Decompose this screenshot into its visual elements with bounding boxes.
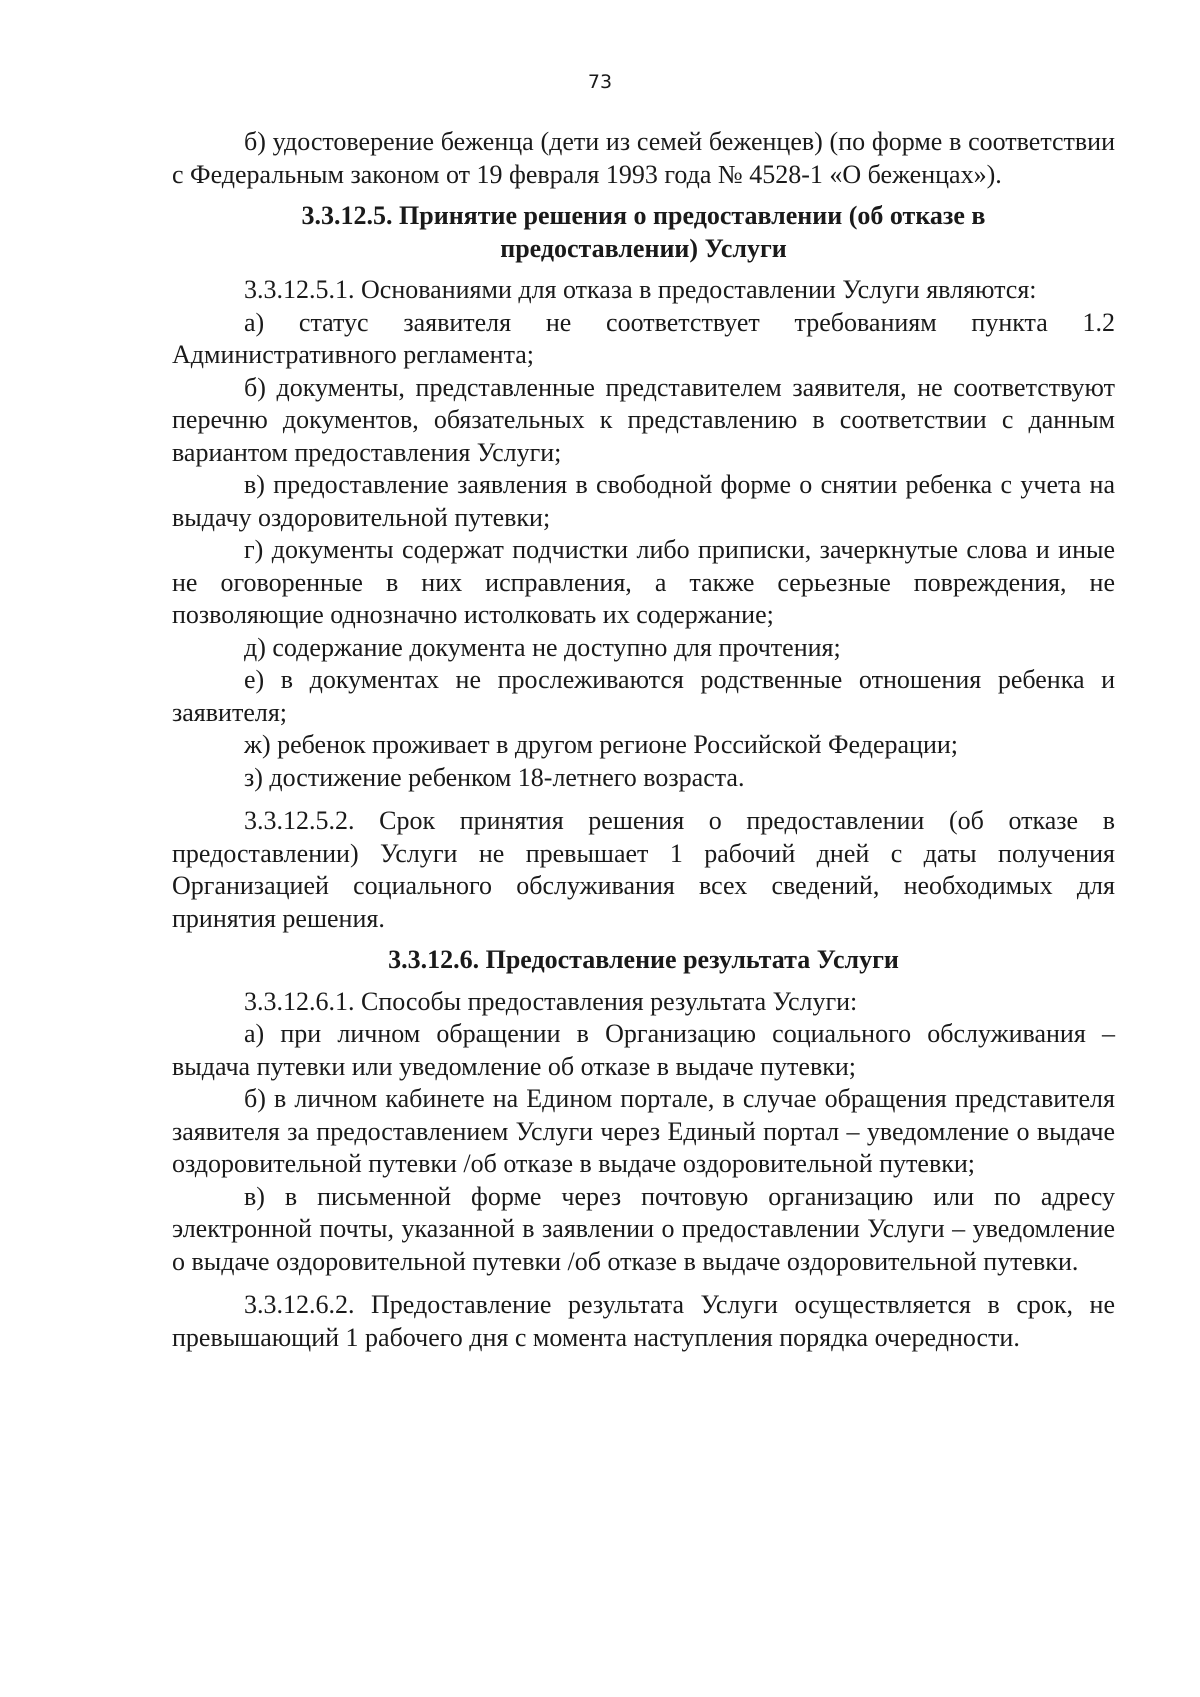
paragraph-3-3-12-5-1: 3.3.12.5.1. Основаниями для отказа в предоставлении Услуги являются: xyxy=(244,275,1037,304)
list-item-a: а) статус заявителя не соответствует требованиям пункта 1.2 Административного регламента; xyxy=(172,307,1115,369)
method-item-a: а) при личном обращении в Организацию социального обслуживания – выдача путевки или уведомление об отказе в выдаче путевки; xyxy=(172,1019,1115,1081)
page-number: 73 xyxy=(587,71,613,93)
section-heading-3-3-12-6: 3.3.12.6. Предоставление результата Услуги xyxy=(388,945,899,974)
list-item-z: з) достижение ребенком 18-летнего возраста. xyxy=(244,762,745,792)
paragraph-3-3-12-6-1: 3.3.12.6.1. Способы предоставления результата Услуги: xyxy=(244,986,858,1016)
method-item-v: в) в письменной форме через почтовую организацию или по адресу электронной почты, указанной в заявлении о предоставлении Услуги – уведомление о выдаче оздоровительной путевки /об отказе в выдаче оздоровительной путевки. xyxy=(172,1181,1115,1276)
list-item-zh: ж) ребенок проживает в другом регионе Российской Федерации; xyxy=(244,730,959,759)
method-item-b: б) в личном кабинете на Едином портале, в случае обращения представителя заявителя за предоставлением Услуги через Единый портал – уведомление о выдаче оздоровительной путевки /об отказе в выдаче оздоровительной путевки; xyxy=(172,1084,1115,1178)
list-item-b: б) документы, представленные представителем заявителя, не соответствуют перечню документов, обязательных к представлению в соответствии с данным вариантом предоставления Услуги; xyxy=(172,372,1115,467)
list-item-d: д) содержание документа не доступно для прочтения; xyxy=(244,632,841,662)
paragraph-refugee-certificate: б) удостоверение беженца (дети из семей беженцев) (по форме в соответствии с Федеральным законом от 19 февраля 1993 года № 4528-1 «О беженцах»). xyxy=(172,127,1115,189)
paragraph-3-3-12-6-2: 3.3.12.6.2. Предоставление результата Услуги осуществляется в срок, не превышающий 1 рабочего дня с момента наступления порядка очередности. xyxy=(172,1290,1115,1352)
document-body xyxy=(172,126,1115,1354)
section-heading-3-3-12-5: 3.3.12.5. Принятие решения о предоставлении (об отказе в предоставлении) Услуги xyxy=(301,201,986,263)
list-item-v: в) предоставление заявления в свободной форме о снятии ребенка с учета на выдачу оздоровительной путевки; xyxy=(172,470,1115,532)
list-item-g: г) документы содержат подчистки либо приписки, зачеркнутые слова и иные не оговоренные в них исправления, а также серьезные повреждения, не позволяющие однозначно истолковать их содержание; xyxy=(172,535,1115,629)
list-item-e: е) в документах не прослеживаются родственные отношения ребенка и заявителя; xyxy=(172,665,1115,727)
paragraph-3-3-12-5-2: 3.3.12.5.2. Срок принятия решения о предоставлении (об отказе в предоставлении) Услуги не превышает 1 рабочий дней с даты получения Организацией социального обслуживания всех сведений, необходимых для принятия решения. xyxy=(172,806,1115,933)
